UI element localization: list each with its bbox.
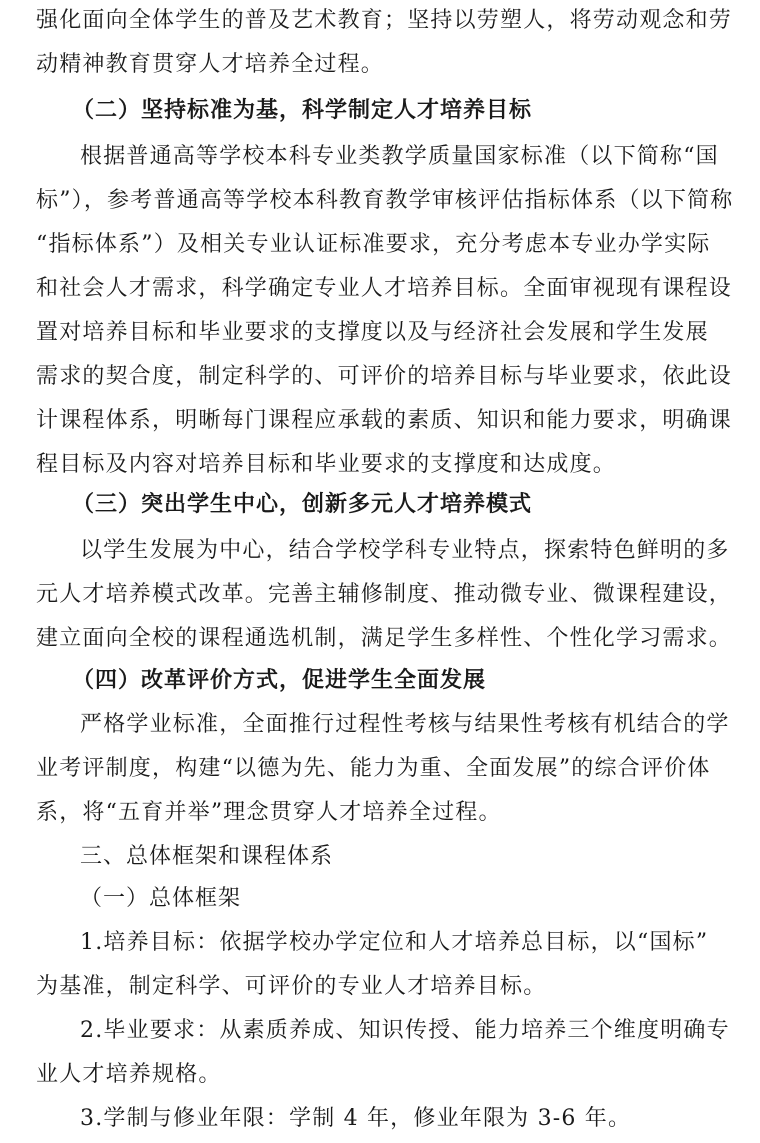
section-heading-3: （三）突出学生中心，创新多元人才培养模式 [72, 492, 533, 517]
paragraph-line: 需求的契合度，制定科学的、可评价的培养目标与毕业要求，依此设 [36, 364, 733, 389]
paragraph-line: 为基准，制定科学、可评价的专业人才培养目标。 [36, 974, 547, 999]
paragraph-line: 业人才培养规格。 [36, 1062, 222, 1087]
paragraph-line: 严格学业标准，全面推行过程性考核与结果性考核有机结合的学 [80, 712, 730, 737]
paragraph-line: 标”），参考普通高等学校本科教育教学审核评估指标体系（以下简称 [36, 188, 734, 213]
paragraph-line: 1.培养目标：依据学校办学定位和人才培养总目标，以“国标” [80, 930, 709, 955]
paragraph-line: 业考评制度，构建“以德为先、能力为重、全面发展”的综合评价体 [36, 756, 711, 781]
paragraph-line: 程目标及内容对培养目标和毕业要求的支撑度和达成度。 [36, 452, 617, 477]
paragraph-line: 元人才培养模式改革。完善主辅修制度、推动微专业、微课程建设， [36, 582, 733, 607]
paragraph-line: 系，将“五育并举”理念贯穿人才培养全过程。 [36, 800, 502, 825]
paragraph-line: 强化面向全体学生的普及艺术教育；坚持以劳塑人，将劳动观念和劳 [36, 8, 733, 33]
section-heading-4: （四）改革评价方式，促进学生全面发展 [72, 668, 487, 693]
paragraph-line: 根据普通高等学校本科专业类教学质量国家标准（以下简称“国 [80, 144, 719, 169]
paragraph-line: 2.毕业要求：从素质养成、知识传授、能力培养三个维度明确专 [80, 1018, 730, 1043]
paragraph-line: 3.学制与修业年限：学制 4 年，修业年限为 3-6 年。 [80, 1106, 632, 1131]
paragraph-line: 以学生发展为中心，结合学校学科专业特点，探索特色鲜明的多 [80, 538, 730, 563]
section-heading-2: （二）坚持标准为基，科学制定人才培养目标 [72, 98, 533, 123]
chapter-heading: 三、总体框架和课程体系 [80, 844, 334, 869]
paragraph-line: 置对培养目标和毕业要求的支撑度以及与经济社会发展和学生发展 [36, 320, 709, 345]
paragraph-line: 建立面向全校的课程通选机制，满足学生多样性、个性化学习需求。 [36, 626, 733, 651]
subsection-heading: （一）总体框架 [80, 886, 242, 911]
paragraph-line: 和社会人才需求，科学确定专业人才培养目标。全面审视现有课程设 [36, 276, 733, 301]
paragraph-line: 动精神教育贯穿人才培养全过程。 [36, 52, 385, 77]
paragraph-line: “指标体系”）及相关专业认证标准要求，充分考虑本专业办学实际 [36, 232, 711, 257]
paragraph-line: 计课程体系，明晰每门课程应承载的素质、知识和能力要求，明确课 [36, 408, 733, 433]
